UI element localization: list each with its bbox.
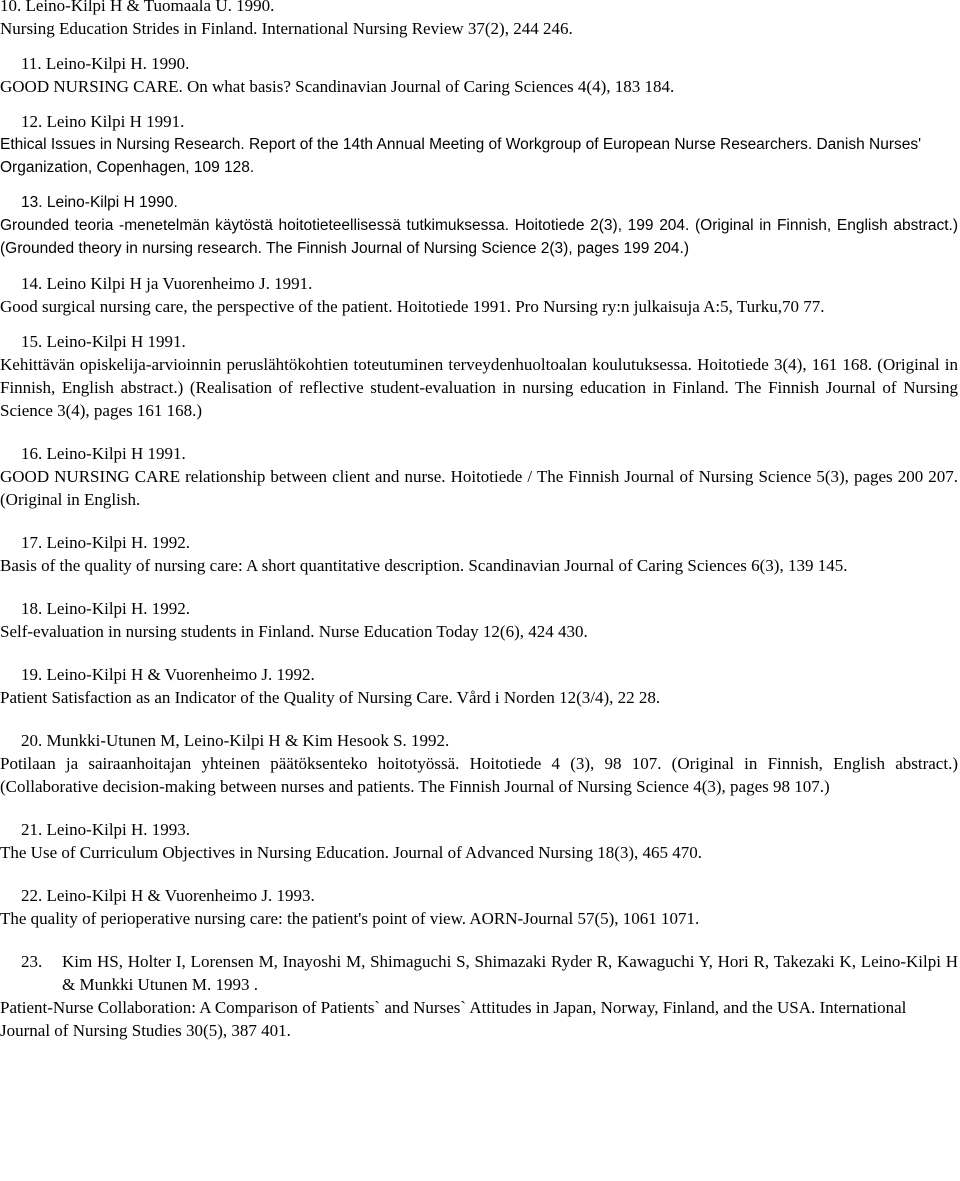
reference-body: Potilaan ja sairaanhoitajan yhteinen päätöksenteko hoitotyössä. Hoitotiede 4 (3), 98 107. (Original in Finnish, English abstract.) (Collaborative decision-making between nurses and patients. The Finnish Journal of Nursing Science 4(3), pages 98 107.) bbox=[0, 754, 958, 796]
reference-head: Kim HS, Holter I, Lorensen M, Inayoshi M, Shimaguchi S, Shimazaki Ryder R, Kawaguchi Y, Hori R, Takezaki K, Leino-Kilpi H & Munkki Utunen M. 1993 . bbox=[62, 952, 958, 994]
reference-17 bbox=[0, 531, 958, 577]
reference-18 bbox=[0, 597, 958, 643]
reference-body: Grounded teoria -menetelmän käytöstä hoitotieteellisessä tutkimuksessa. Hoitotiede 2(3), 199 204. (Original in Finnish, English abstract.) (Grounded theory in nursing research. The Finnish Journal of Nursing Science 2(3), pages 199 204.) bbox=[0, 217, 958, 257]
reference-number: 23. bbox=[21, 952, 43, 971]
reference-body: Patient Satisfaction as an Indicator of the Quality of Nursing Care. Vård i Norden 12(3/4), 22 28. bbox=[0, 688, 661, 707]
reference-head-hanging bbox=[0, 950, 958, 996]
reference-14 bbox=[0, 272, 958, 318]
reference-body: Self-evaluation in nursing students in Finland. Nurse Education Today 12(6), 424 430. bbox=[0, 622, 588, 641]
reference-head: 19. Leino-Kilpi H & Vuorenheimo J. 1992. bbox=[21, 665, 315, 684]
reference-head: 16. Leino-Kilpi H 1991. bbox=[21, 444, 186, 463]
reference-head: 15. Leino-Kilpi H 1991. bbox=[21, 332, 186, 351]
reference-head: 20. Munkki-Utunen M, Leino-Kilpi H & Kim Hesook S. 1992. bbox=[21, 731, 450, 750]
reference-body: The Use of Curriculum Objectives in Nursing Education. Journal of Advanced Nursing 18(3), 465 470. bbox=[0, 843, 703, 862]
reference-16 bbox=[0, 442, 958, 511]
reference-body: GOOD NURSING CARE. On what basis? Scandinavian Journal of Caring Sciences 4(4), 183 184. bbox=[0, 77, 675, 96]
reference-body: Good surgical nursing care, the perspective of the patient. Hoitotiede 1991. Pro Nursing ry:n julkaisuja A:5, Turku,70 77. bbox=[0, 297, 825, 316]
reference-body: Patient-Nurse Collaboration: A Comparison of Patients` and Nurses` Attitudes in Japan, Norway, Finland, and the USA. International Journal of Nursing Studies 30(5), 387 401. bbox=[0, 998, 907, 1040]
reference-22 bbox=[0, 884, 958, 930]
reference-body: Basis of the quality of nursing care: A short quantitative description. Scandinavian Journal of Caring Sciences 6(3), 139 145. bbox=[0, 556, 848, 575]
reference-11 bbox=[0, 52, 958, 98]
reference-10 bbox=[0, 0, 958, 40]
reference-head: 13. Leino-Kilpi H 1990. bbox=[21, 194, 178, 211]
reference-15 bbox=[0, 330, 958, 422]
reference-body: GOOD NURSING CARE relationship between client and nurse. Hoitotiede / The Finnish Journal of Nursing Science 5(3), pages 200 207. (Original in English. bbox=[0, 467, 958, 509]
reference-13 bbox=[0, 191, 958, 260]
reference-head: 18. Leino-Kilpi H. 1992. bbox=[21, 599, 191, 618]
reference-12 bbox=[0, 110, 958, 179]
reference-head: 11. Leino-Kilpi H. 1990. bbox=[21, 54, 190, 73]
reference-19 bbox=[0, 663, 958, 709]
reference-body: Ethical Issues in Nursing Research. Report of the 14th Annual Meeting of Workgroup of European Nurse Researchers. Danish Nurses' Organization, Copenhagen, 109 128. bbox=[0, 136, 922, 176]
reference-head: 21. Leino-Kilpi H. 1993. bbox=[21, 820, 191, 839]
reference-head: 12. Leino Kilpi H 1991. bbox=[21, 112, 185, 131]
reference-head: 22. Leino-Kilpi H & Vuorenheimo J. 1993. bbox=[21, 886, 315, 905]
reference-head: 14. Leino Kilpi H ja Vuorenheimo J. 1991. bbox=[21, 274, 313, 293]
reference-body: Kehittävän opiskelija-arvioinnin peruslähtökohtien toteutuminen terveydenhuoltoalan koulutuksessa. Hoitotiede 3(4), 161 168. (Original in Finnish, English abstract.) (Realisation of reflective student-evaluation in nursing education in Finland. The Finnish Journal of Nursing Science 3(4), pages 161 168.) bbox=[0, 355, 958, 420]
reference-21 bbox=[0, 818, 958, 864]
reference-body: Nursing Education Strides in Finland. International Nursing Review 37(2), 244 246. bbox=[0, 19, 573, 38]
reference-head: 17. Leino-Kilpi H. 1992. bbox=[21, 533, 191, 552]
reference-23 bbox=[0, 950, 958, 1042]
reference-body: The quality of perioperative nursing care: the patient's point of view. AORN-Journal 57(5), 1061 1071. bbox=[0, 909, 700, 928]
reference-head: 10. Leino-Kilpi H & Tuomaala U. 1990. bbox=[0, 0, 275, 15]
reference-20 bbox=[0, 729, 958, 798]
